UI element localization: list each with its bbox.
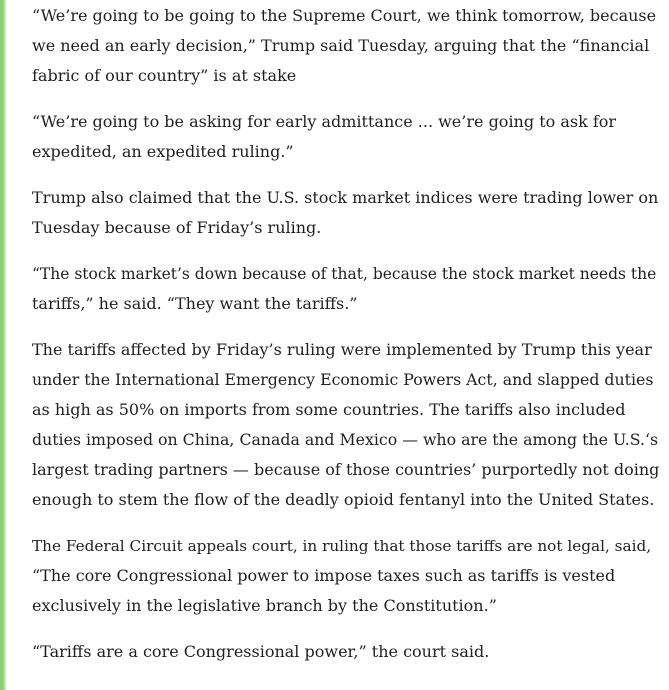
paragraph-line: we need an early decision,” Trump said Tuesday, arguing that the “financial (32, 36, 650, 55)
paragraph-line: as high as 50% on imports from some countries. The tariffs also included (32, 400, 626, 419)
paragraph-line: “Tariffs are a core Congressional power,” the court said. (32, 642, 490, 661)
paragraph-line: “We’re going to be asking for early admittance ... we’re going to ask for (32, 112, 617, 131)
paragraph-line: “The stock market’s down because of that, because the stock market needs the (32, 265, 657, 283)
paragraph-line: largest trading partners — because of those countries’ purportedly not doing (32, 460, 660, 479)
paragraph-7 (32, 637, 660, 667)
paragraph-1 (32, 1, 660, 91)
paragraph-line: fabric of our country” is at stake (32, 66, 297, 85)
paragraph-3 (32, 183, 660, 243)
paragraph-5 (32, 335, 660, 515)
paragraph-line: duties imposed on China, Canada and Mexico — who are the among the U.S.‘s (32, 430, 659, 449)
article-body (32, 1, 660, 683)
paragraph-line: expedited, an expedited ruling.” (32, 142, 294, 161)
paragraph-line: “We’re going to be going to the Supreme Court, we think tomorrow, because (32, 6, 657, 25)
paragraph-2 (32, 107, 660, 167)
paragraph-line: Tuesday because of Friday’s ruling. (32, 218, 322, 237)
paragraph-line: “The core Congressional power to impose taxes such as tariffs is vested (32, 566, 616, 585)
paragraph-4 (32, 259, 660, 319)
paragraph-line: enough to stem the flow of the deadly opioid fentanyl into the United States. (32, 490, 655, 509)
paragraph-line: tariffs,” he said. “They want the tariffs.” (32, 294, 358, 313)
paragraph-6 (32, 531, 660, 621)
quote-accent-border (0, 0, 6, 690)
paragraph-line: The tariffs affected by Friday’s ruling were implemented by Trump this year (32, 340, 652, 359)
paragraph-line: exclusively in the legislative branch by the Constitution.” (32, 596, 497, 615)
paragraph-line: under the International Emergency Economic Powers Act, and slapped duties (32, 370, 654, 389)
paragraph-line: The Federal Circuit appeals court, in ruling that those tariffs are not legal, said, (32, 537, 652, 555)
paragraph-line: Trump also claimed that the U.S. stock market indices were trading lower on (32, 188, 659, 207)
